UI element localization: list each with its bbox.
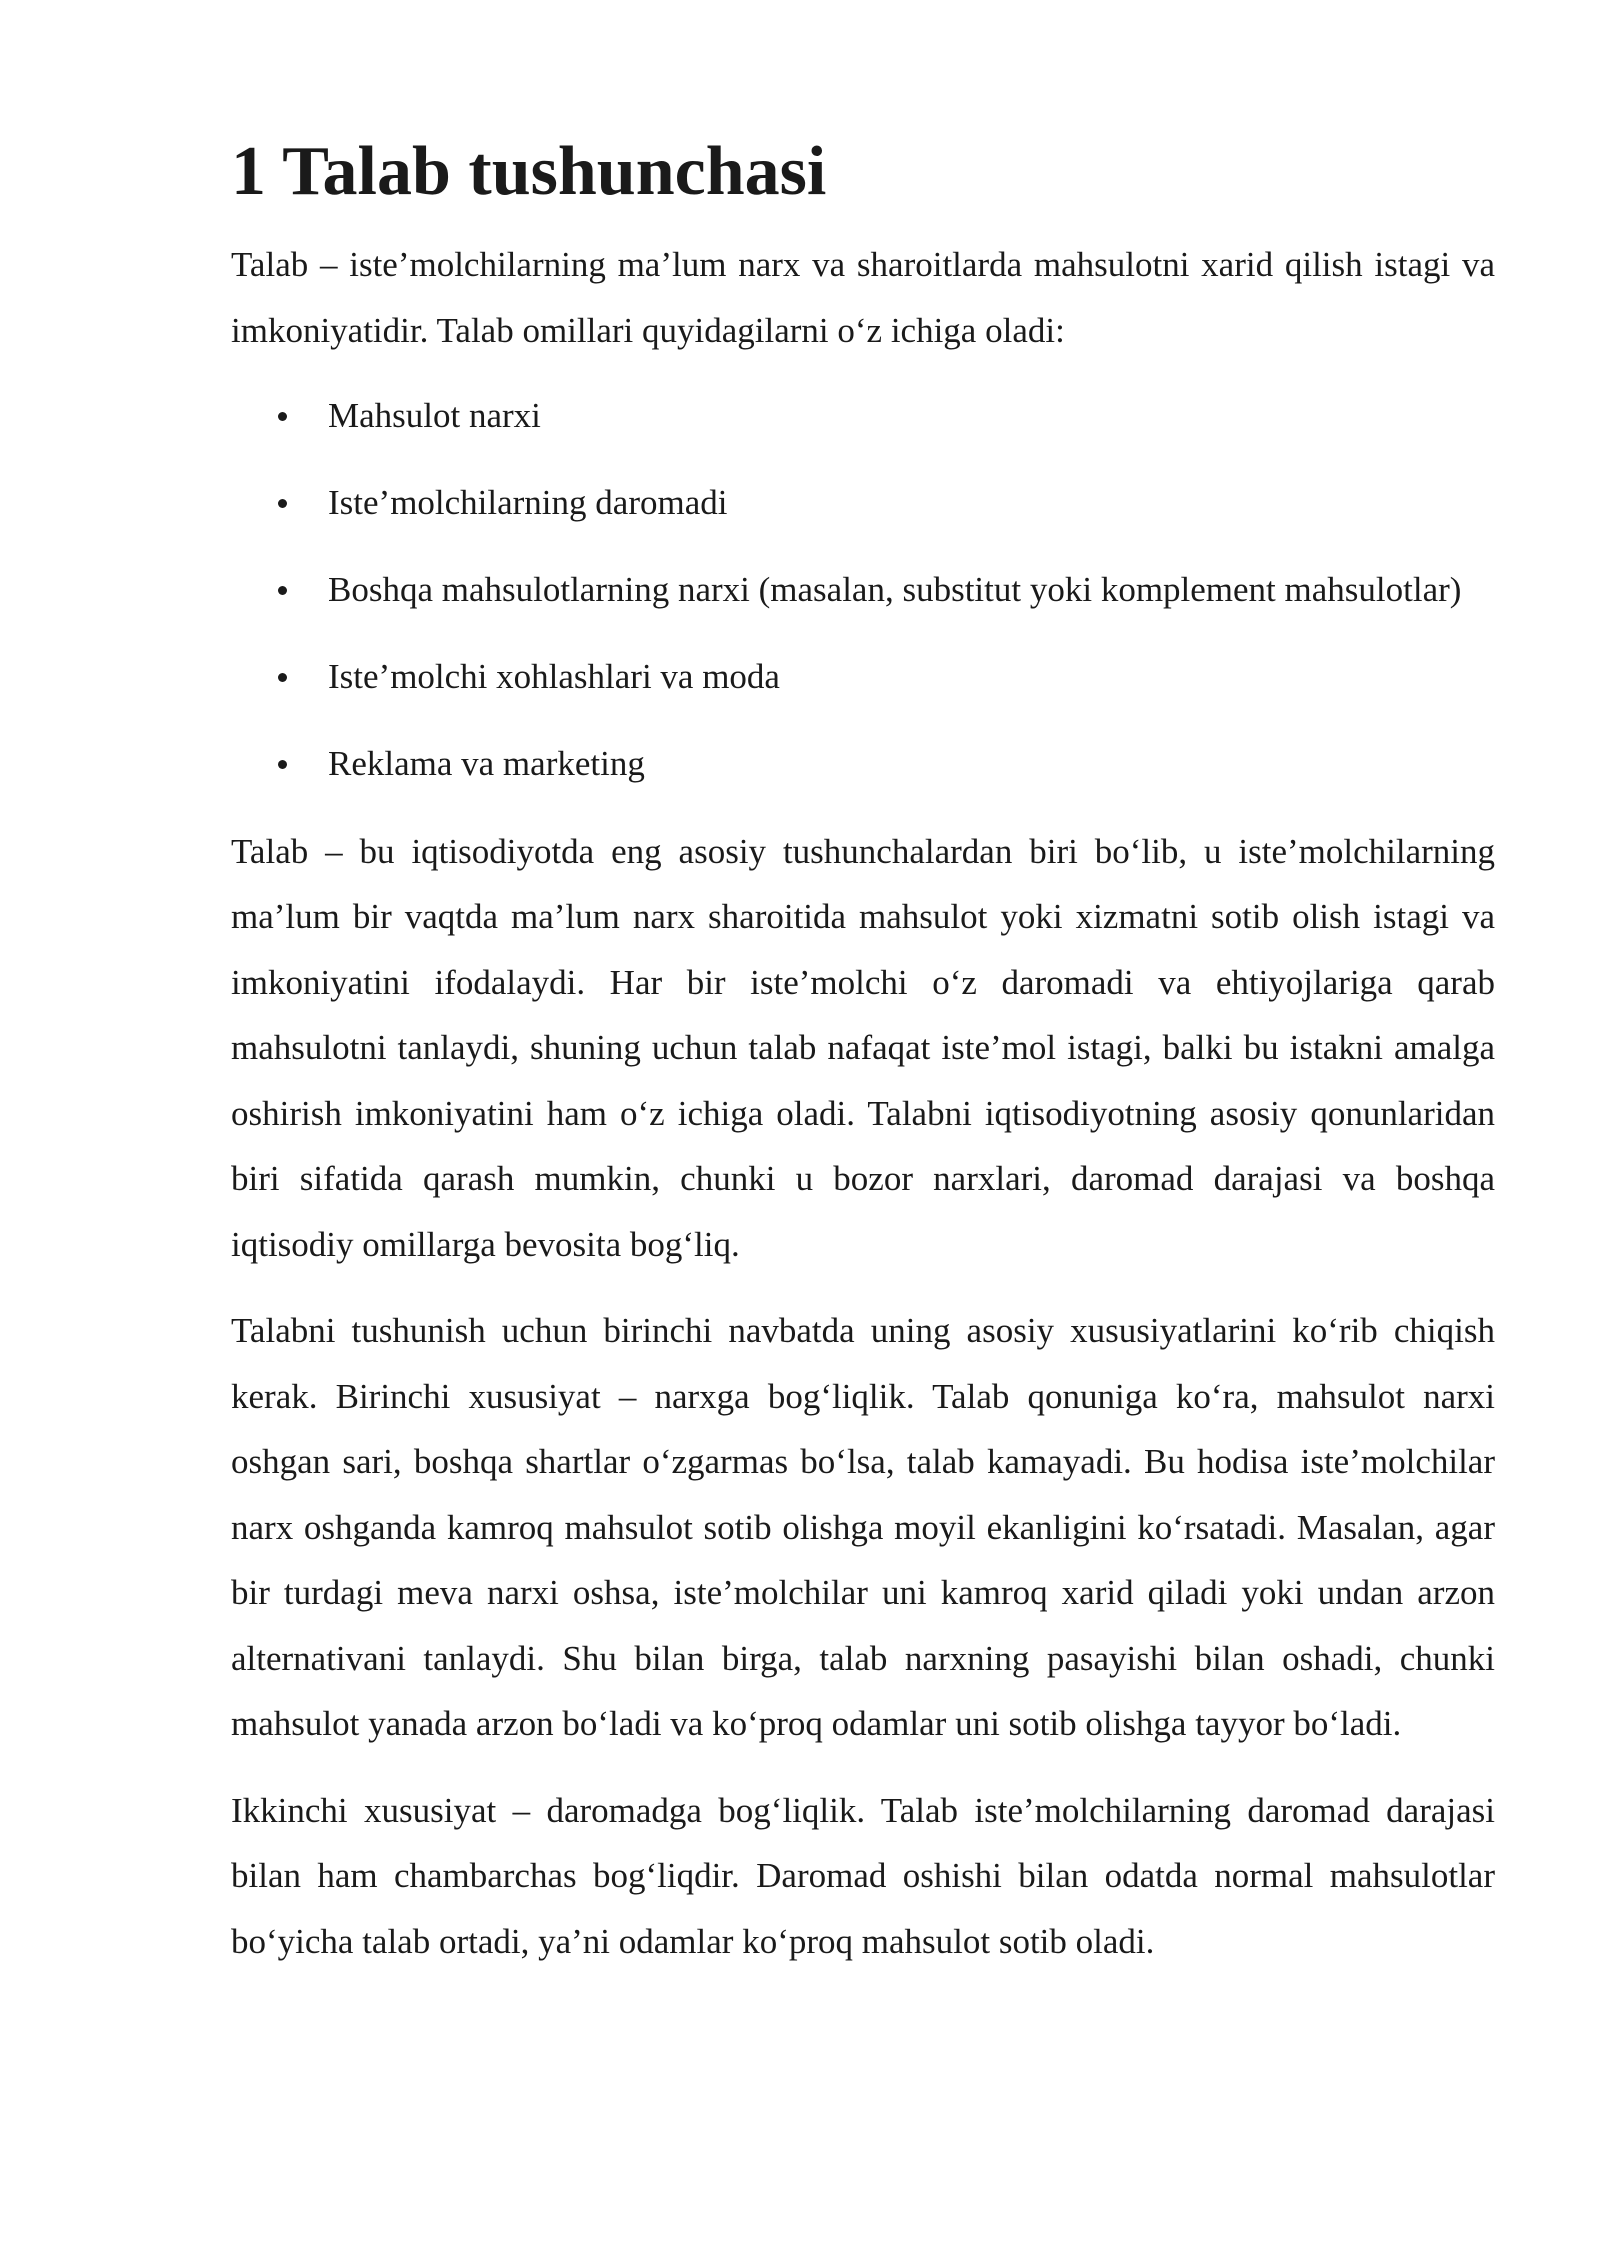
list-item — [231, 470, 1495, 536]
list-item — [231, 644, 1495, 710]
body-paragraph-2: Talab – bu iqtisodiyotda eng asosiy tushunchalardan biri bo‘lib, u iste’molchilarning ma’lum bir vaqtda ma’lum narx sharoitida mahsulot yoki xizmatni sotib olish istagi va imkoniyatini ifodalaydi. Har bir iste’molchi o‘z daromadi va ehtiyojlariga qarab mahsulotni tanlaydi, shuning uchun talab nafaqat iste’mol istagi, balki bu istakni amalga oshirish imkoniyatini ham o‘z ichiga oladi. Talabni iqtisodiyotning asosiy qonunlaridan biri sifatida qarash mumkin, chunki u bozor narxlari, daromad darajasi va boshqa iqtisodiy omillarga bevosita bog‘liq. — [231, 831, 1495, 1264]
section-heading: 1 Talab tushunchasi — [231, 133, 827, 210]
list-item-text: Iste’molchi xohlashlari va moda — [328, 657, 780, 696]
bullet-icon — [278, 586, 287, 595]
list-item-text: Mahsulot narxi — [328, 396, 541, 435]
list-item — [231, 731, 1495, 797]
list-item-text: Iste’molchilarning daromadi — [328, 483, 728, 522]
list-item-text: Boshqa mahsulotlarning narxi (masalan, substitut yoki komplement mahsulotlar) — [328, 570, 1462, 609]
bullet-icon — [278, 499, 287, 508]
document-page — [231, 133, 1495, 1974]
list-item — [231, 383, 1495, 449]
bullet-icon — [278, 760, 287, 769]
bullet-icon — [278, 673, 287, 682]
intro-paragraph: Talab – iste’molchilarning ma’lum narx va sharoitlarda mahsulotni xarid qilish istagi va imkoniyatidir. Talab omillari quyidagilarni o‘z ichiga oladi: — [231, 245, 1495, 350]
list-item-text: Reklama va marketing — [328, 744, 645, 783]
bullet-icon — [278, 412, 287, 421]
demand-factors-list — [231, 383, 1495, 797]
body-paragraph-3: Talabni tushunish uchun birinchi navbatda uning asosiy xususiyatlarini ko‘rib chiqish kerak. Birinchi xususiyat – narxga bog‘liqlik. Talab qonuniga ko‘ra, mahsulot narxi oshgan sari, boshqa shartlar o‘zgarmas bo‘lsa, talab kamayadi. Bu hodisa iste’molchilar narx oshganda kamroq mahsulot sotib olishga moyil ekanligini ko‘rsatadi. Masalan, agar bir turdagi meva narxi oshsa, iste’molchilar uni kamroq xarid qiladi yoki undan arzon alternativani tanlaydi. Shu bilan birga, talab narxning pasayishi bilan oshadi, chunki mahsulot yanada arzon bo‘ladi va ko‘proq odamlar uni sotib olishga tayyor bo‘ladi. — [231, 1311, 1495, 1743]
body-paragraph-4: Ikkinchi xususiyat – daromadga bog‘liqlik. Talab iste’molchilarning daromad darajasi bilan ham chambarchas bog‘liqdir. Daromad oshishi bilan odatda normal mahsulotlar bo‘yicha talab ortadi, ya’ni odamlar ko‘proq mahsulot sotib oladi. — [231, 1790, 1495, 1961]
list-item — [231, 557, 1495, 623]
